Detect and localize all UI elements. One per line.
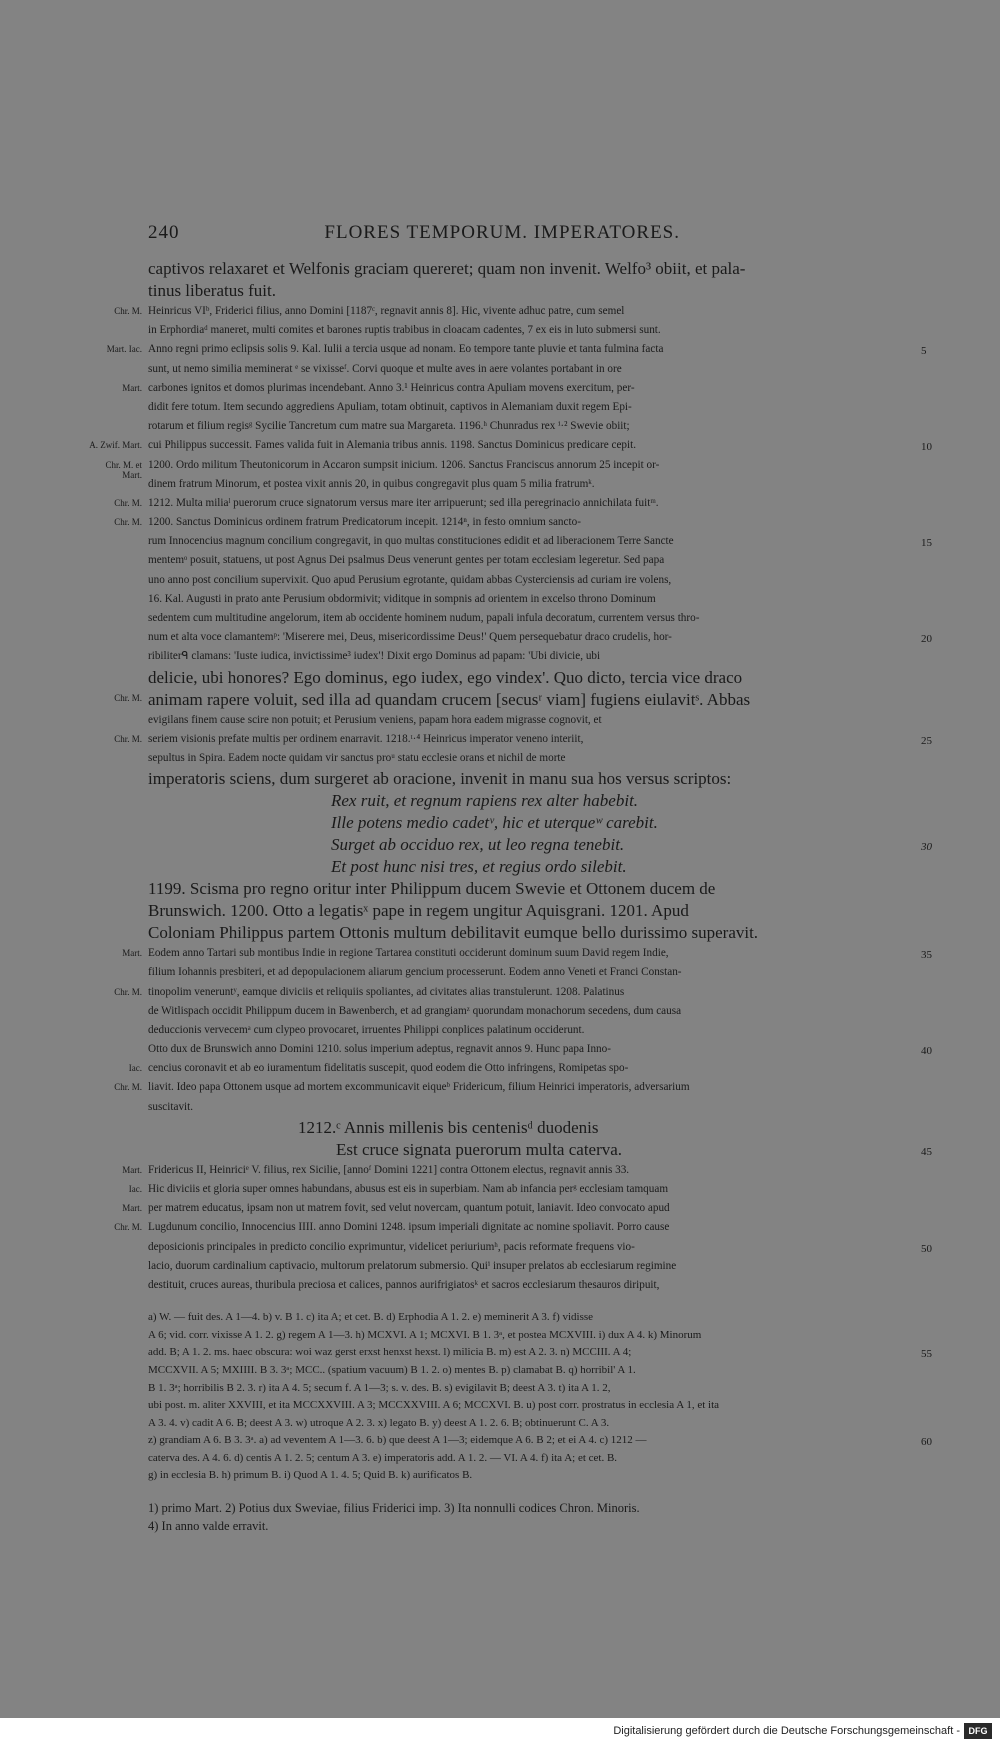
text-line [89, 436, 932, 455]
source-siglum: Chr. M. et Mart. [105, 459, 142, 480]
note-line [148, 1517, 920, 1535]
line-text: evigilans finem cause scire non potuit; et Perusium veniens, papam hora eadem migrasse cognovit, et [148, 713, 602, 726]
text-line [148, 1098, 920, 1117]
line-text: ribiliterᑫ clamans: 'Iuste iudica, invictissime³ iudex'! Dixit ergo Dominus ad papam: 'Ubi divicie, ubi [148, 650, 601, 663]
text-line [148, 532, 932, 551]
source-siglum: Mart. [122, 382, 142, 393]
text-line [148, 1021, 920, 1040]
line-number: 30 [921, 841, 932, 854]
source-siglum: Mart. [122, 1164, 142, 1175]
source-siglum: A. Zwif. Mart. [89, 440, 142, 451]
text-line [148, 280, 920, 302]
apparatus-line [148, 1432, 932, 1450]
text-line [122, 1199, 920, 1218]
line-text: z) grandiam A 6. B 3. 3ᵃ. a) ad veventem A 1—3. 6. b) que deest A 1—3; eidemque A 6. B 2; et ei A 4. c) 1212 — [148, 1434, 647, 1447]
line-text: per matrem educatus, ipsam non ut matrem fovit, sed velut novercam, quantum potuit, laniavit. Ideo convocato apud [148, 1202, 670, 1215]
line-text: MCCXVII. A 5; MXIIII. B 3. 3ᵃ; MCC.. (spatium vacuum) B 1. 2. o) mentes B. p) clamabat B. q) horribil' A 1. [148, 1363, 636, 1376]
line-text: rum Innocencius magnum concilium congregavit, in quo multas constituciones edidit et ad liberacionem Terre Sancte [148, 535, 674, 548]
source-siglum: Chr. M. [114, 306, 142, 316]
line-text: Coloniam Philippus partem Ottonis multum debilitavit eumque bello durissimo superavit. [148, 923, 759, 943]
apparatus-line [148, 1467, 920, 1485]
line-number: 60 [921, 1436, 932, 1449]
text-line [128, 1180, 920, 1199]
text-line [148, 812, 920, 834]
text-line [148, 922, 920, 944]
line-text: B 1. 3ᵃ; horribilis B 2. 3. r) ita A 4. 5; secum f. A 1—3; s. v. des. B. s) evigilavit B; deest A 3. t) ita A 1. 2, [148, 1381, 611, 1394]
line-text: tinopolim veneruntʸ, eamque diviciis et reliquiis spoliantes, ad civitates alias transtulerunt. 1208. Palatinus [148, 985, 625, 998]
text-line [148, 360, 920, 379]
text-line [148, 321, 920, 340]
text-line [128, 1059, 920, 1078]
text-line [114, 730, 932, 749]
text-line [148, 398, 920, 417]
apparatus-line [148, 1450, 920, 1468]
source-siglum: Chr. M. [114, 497, 142, 508]
main-text [89, 258, 932, 1295]
line-text: deduccionis vervecemᵃ cum clypeo provocaret, irruentes Philippi conplices palatinum occiderunt. [148, 1023, 585, 1036]
line-text: seriem visionis prefate multis per ordinem enarravit. 1218.ᵗ·⁴ Heinricus imperator veneno interiit, [148, 732, 584, 745]
text-line [148, 667, 920, 689]
text-line [148, 551, 920, 570]
text-line [148, 1276, 920, 1295]
note-line [148, 1499, 920, 1517]
line-text: caterva des. A 4. 6. d) centis A 1. 2. 5; centum A 3. e) imperatoris add. A 1. 2. — VI. A 4. f) ita A; et cet. B. [148, 1451, 618, 1464]
line-text: mentemᵒ posuit, statuens, ut post Agnus Dei psalmus Deus venerunt gentes per totam ecclesiam legeretur. Sed papa [148, 554, 665, 567]
line-text: Rex ruit, et regnum rapiens rex alter habebit. [331, 791, 639, 811]
line-text: ubi post. m. aliter XXVIII, et ita MCCXXVIII. A 3; MCCXXVIII. A 6; MCCXVI. B. u) post corr. prostratus in ecclesia A 1, et ita [148, 1399, 720, 1412]
line-text: Hic diviciis et gloria super omnes habundans, abusus est eis in superbiam. Nam ab infancia perᵍ ecclesiam tamquam [148, 1183, 669, 1195]
text-line [105, 456, 920, 480]
source-siglum: Mart. Iac. [106, 344, 142, 355]
text-line [148, 749, 920, 768]
line-text: animam rapere voluit, sed illa ad quandam crucem [secusʳ viam] fugiens eiulavitˢ. Abbas [148, 689, 751, 709]
line-text: in Erphordiaᵈ maneret, multi comites et barones ruptis trabibus in cloacam cadentes, 7 ex eis in luto submersi sunt. [148, 324, 661, 337]
line-text: Est cruce signata puerorum multa caterva. [336, 1139, 623, 1159]
source-siglum: Chr. M. [114, 1222, 142, 1233]
spacer [148, 1485, 920, 1499]
text-line [148, 1117, 920, 1139]
text-line [148, 417, 920, 436]
line-text: tinus liberatus fuit. [148, 281, 276, 300]
line-text: 1200. Sanctus Dominicus ordinem fratrum Predicatorum incepit. 1214ⁿ, in festo omnium sancto- [148, 516, 581, 529]
line-text: A 3. 4. v) cadit A 6. B; deest A 3. w) utroque A 2. 3. x) legato B. y) deest A 1. 2. 6. B; obtinuerunt C. A 3. [148, 1416, 610, 1429]
text-line [148, 258, 920, 280]
text-line [148, 711, 920, 730]
line-text: Eodem anno Tartari sub montibus Indie in regione Tartarea constituti occiderunt dominum suum David regem Indie, [148, 947, 669, 960]
line-text: lacio, duorum cardinalium captivacio, multorum prelatorum submersio. Quiⁱ insuper prelatos ab ecclesiarum regimine [148, 1259, 677, 1272]
line-text: add. B; A 1. 2. ms. haec obscura: woi waz gerst erxst henxst hexst. l) milicia B. m) est A 2. 3. n) MCCIII. A 4; [148, 1346, 632, 1359]
line-text: Et post hunc nisi tres, et regius ordo silebit. [331, 857, 627, 877]
line-text: Surget ab occiduo rex, ut leo regna tenebit. [331, 835, 625, 855]
line-text: carbones ignitos et domos plurimas incendebant. Anno 3.¹ Heinricus contra Apuliam movens exercitum, per- [148, 381, 635, 394]
line-text: destituit, cruces aureas, thuribula preciosa et calices, pannos aurifrigiatosᵏ et sacros ecclesiarum thesauros diripuit, [148, 1278, 660, 1291]
line-text: filium Iohannis presbiteri, et ad depopulacionem aliarum gencium processerunt. Eodem anno Veneti et Franci Constan- [148, 966, 682, 979]
source-siglum: Mart. [122, 1203, 142, 1214]
line-number: 15 [921, 537, 932, 550]
page-content [89, 222, 932, 1535]
text-line [148, 856, 920, 878]
text-line [148, 1238, 932, 1257]
text-line [148, 1002, 920, 1021]
source-siglum: Chr. M. [114, 692, 142, 703]
line-text: Lugdunum concilio, Innocencius IIII. anno Domini 1248. ipsum imperiali dignitate ac nomine spoliavit. Porro cause [148, 1221, 670, 1234]
line-text: Heinricus VIᵇ, Friderici filius, anno Domini [1187ᶜ, regnavit annis 8]. Hic, vivente adhuc patre, cum semel [148, 305, 625, 317]
text-line [148, 609, 920, 628]
apparatus-line [148, 1415, 920, 1433]
line-text: g) in ecclesia B. h) primum B. i) Quod A 1. 4. 5; Quid B. k) aurificatos B. [148, 1469, 473, 1482]
text-line [148, 900, 920, 922]
line-text: dinem fratrum Minorum, et postea vixit annis 20, in quibus congregavit plus quam 5 milia fratrumᵏ. [148, 477, 595, 490]
apparatus-line [148, 1309, 920, 1327]
line-text: sunt, ut nemo similia meminerat ᵉ se vixisseᶠ. Corvi quoque et multe aves in aere volantes portabant in ore [148, 362, 622, 375]
line-text: 1200. Ordo militum Theutonicorum in Accaron sumpsit inicium. 1206. Sanctus Franciscus annorum 25 incepit or- [148, 458, 660, 471]
line-text: rotarum et filium regisᵍ Sycilie Tancretum cum matre sua Margareta. 1196.ʰ Chunradus rex ⁱ·² Swevie obiit; [148, 420, 630, 433]
line-text: Fridericus II, Heinriciᵉ V. filius, rex Sicilie, [annoᶠ Domini 1221] contra Ottonem electus, regnavit annis 33. [148, 1163, 630, 1176]
text-line [148, 963, 920, 982]
critical-apparatus [148, 1309, 932, 1485]
line-text: 1212. Multa miliaˡ puerorum cruce signatorum versus mare iter arripuerunt; sed illa peregrinacio annichilata fuitᵐ. [148, 496, 659, 509]
page-title: FLORES TEMPORUM. IMPERATORES. [324, 222, 680, 243]
apparatus-line [148, 1380, 920, 1398]
line-text: num et alta voce clamantemᵖ: 'Miserere mei, Deus, misericordissime Deus!' Quem persequebatur draco crudelis, hor- [148, 631, 672, 644]
source-siglum: Mart. [122, 948, 142, 959]
line-text: de Witlispach occidit Philippum ducem in Bawenberch, et ad grangiamᶻ quorundam monachorum secedens, dum causa [148, 1004, 682, 1017]
line-text: didit fere totum. Item secundo aggrediens Apuliam, totam obtinuit, captivos in Alemaniam duxit regem Epi- [148, 400, 632, 413]
line-text: liavit. Ideo papa Ottonem usque ad mortem excommunicavit eiqueᵇ Fridericum, filium Heinrici imperatoris, adversarium [148, 1081, 690, 1094]
running-header [148, 222, 920, 258]
line-text: uno anno post concilium supervixit. Quo apud Perusium egrotante, quidam abbas Cysterciensis ad curiam ire volens, [148, 573, 672, 586]
text-line [148, 628, 932, 647]
source-siglum: Iac. [128, 1184, 142, 1194]
text-line [148, 571, 920, 590]
text-line [148, 590, 920, 609]
line-text: suscitavit. [148, 1100, 194, 1113]
line-number: 45 [921, 1145, 932, 1158]
line-text: a) W. — fuit des. A 1—4. b) v. B 1. c) ita A; et cet. B. d) Erphodia A 1. 2. e) meminerit A 3. f) vidisse [148, 1311, 594, 1324]
text-line [148, 834, 932, 856]
explanatory-notes [148, 1499, 920, 1535]
line-number: 10 [921, 441, 932, 454]
source-siglum: Chr. M. [114, 986, 142, 997]
text-line [106, 340, 927, 359]
text-line [148, 1139, 932, 1161]
apparatus-line [148, 1327, 920, 1345]
source-siglum: Chr. M. [114, 517, 142, 528]
text-line [122, 944, 932, 963]
line-text: sepultus in Spira. Eadem nocte quidam vir sanctus proᵘ statu ecclesie orans et nichil de morte [148, 751, 566, 764]
line-text: 1199. Scisma pro regno oritur inter Philippum ducem Swevie et Ottonem ducem de [148, 879, 716, 899]
line-text: captivos relaxaret et Welfonis graciam quereret; quam non invenit. Welfo³ obiit, et pala- [148, 259, 746, 278]
line-number: 25 [921, 734, 932, 747]
line-number: 40 [921, 1045, 932, 1058]
line-number: 55 [921, 1348, 932, 1361]
line-text: Ille potens medio cadetᵛ, hic et uterqueʷ carebit. [331, 813, 658, 833]
text-line [114, 302, 920, 321]
spacer [148, 1295, 920, 1309]
line-text: 16. Kal. Augusti in prato ante Perusium obdormivit; viditque in sompnis ad orientem in excelso throno Dominum [148, 592, 656, 605]
source-siglum: Iac. [128, 1063, 142, 1074]
line-number: 5 [921, 345, 927, 358]
text-line [122, 379, 920, 398]
line-text: imperatoris sciens, dum surgeret ab oracione, invenit in manu sua hos versus scriptos: [148, 769, 732, 789]
text-line [122, 1161, 920, 1180]
page-number: 240 [148, 222, 180, 243]
line-text: 4) In anno valde erravit. [148, 1519, 269, 1534]
line-text: 1212.ᶜ Annis millenis bis centenisᵈ duodenis [298, 1117, 599, 1137]
apparatus-line [148, 1397, 920, 1415]
text-line [148, 790, 920, 812]
text-line [114, 983, 920, 1002]
text-line [148, 878, 920, 900]
text-line [148, 1257, 920, 1276]
source-siglum: Chr. M. [114, 733, 142, 744]
line-text: cui Philippus successit. Fames valida fuit in Alemania tribus annis. 1198. Sanctus Dominicus predicare cepit. [148, 439, 637, 452]
text-line [114, 1078, 920, 1097]
text-line [148, 475, 920, 494]
apparatus-line [148, 1344, 932, 1362]
text-line [114, 513, 920, 532]
line-text: 1) primo Mart. 2) Potius dux Sweviae, filius Friderici imp. 3) Ita nonnulli codices Chron. Minoris. [148, 1501, 640, 1516]
text-line [114, 1218, 920, 1237]
text-line [148, 768, 920, 790]
line-text: delicie, ubi honores? Ego dominus, ego iudex, ego vindex'. Quo dicto, tercia vice draco [148, 667, 743, 687]
line-text: Otto dux de Brunswich anno Domini 1210. solus imperium adeptus, regnavit annos 9. Hunc papa Inno- [148, 1043, 611, 1056]
line-text: A 6; vid. corr. vixisse A 1. 2. g) regem A 1—3. h) MCXVI. A 1; MCXVI. B 1. 3ᵃ, et postea MCXVIII. i) dux A 4. k) Minorum [148, 1328, 702, 1341]
line-text: deposicionis principales in predicto concilio exprimuntur, videlicet periuriumʰ, pacis reformate frequens vio- [148, 1240, 635, 1253]
line-text: sedentem cum multitudine angelorum, item ab occidente hominem nudum, papali infula decoratum, currentem versus thro- [148, 612, 700, 624]
line-number: 20 [921, 633, 932, 646]
apparatus-line [148, 1362, 920, 1380]
line-text: Brunswich. 1200. Otto a legatisˣ pape in regem ungitur Aquisgrani. 1201. Apud [148, 901, 689, 921]
dfg-logo: DFG [964, 1723, 992, 1739]
text-line [114, 689, 920, 711]
line-text: Anno regni primo eclipsis solis 9. Kal. Iulii a tercia usque ad nonam. Eo tempore tante pluvie et tanta fulmina facta [148, 343, 664, 356]
source-siglum: Chr. M. [114, 1082, 142, 1093]
funding-notice: Digitalisierung gefördert durch die Deutsche Forschungsgemeinschaft - [613, 1725, 960, 1737]
text-line [114, 494, 920, 513]
footer-bar [0, 1718, 1000, 1746]
text-line [148, 1040, 932, 1059]
line-number: 35 [921, 949, 932, 962]
line-text: cencius coronavit et ab eo iuramentum fidelitatis suscepit, quod eodem die Otto infringens, Romipetas spo- [148, 1062, 629, 1075]
line-number: 50 [921, 1242, 932, 1255]
text-line [148, 647, 920, 666]
